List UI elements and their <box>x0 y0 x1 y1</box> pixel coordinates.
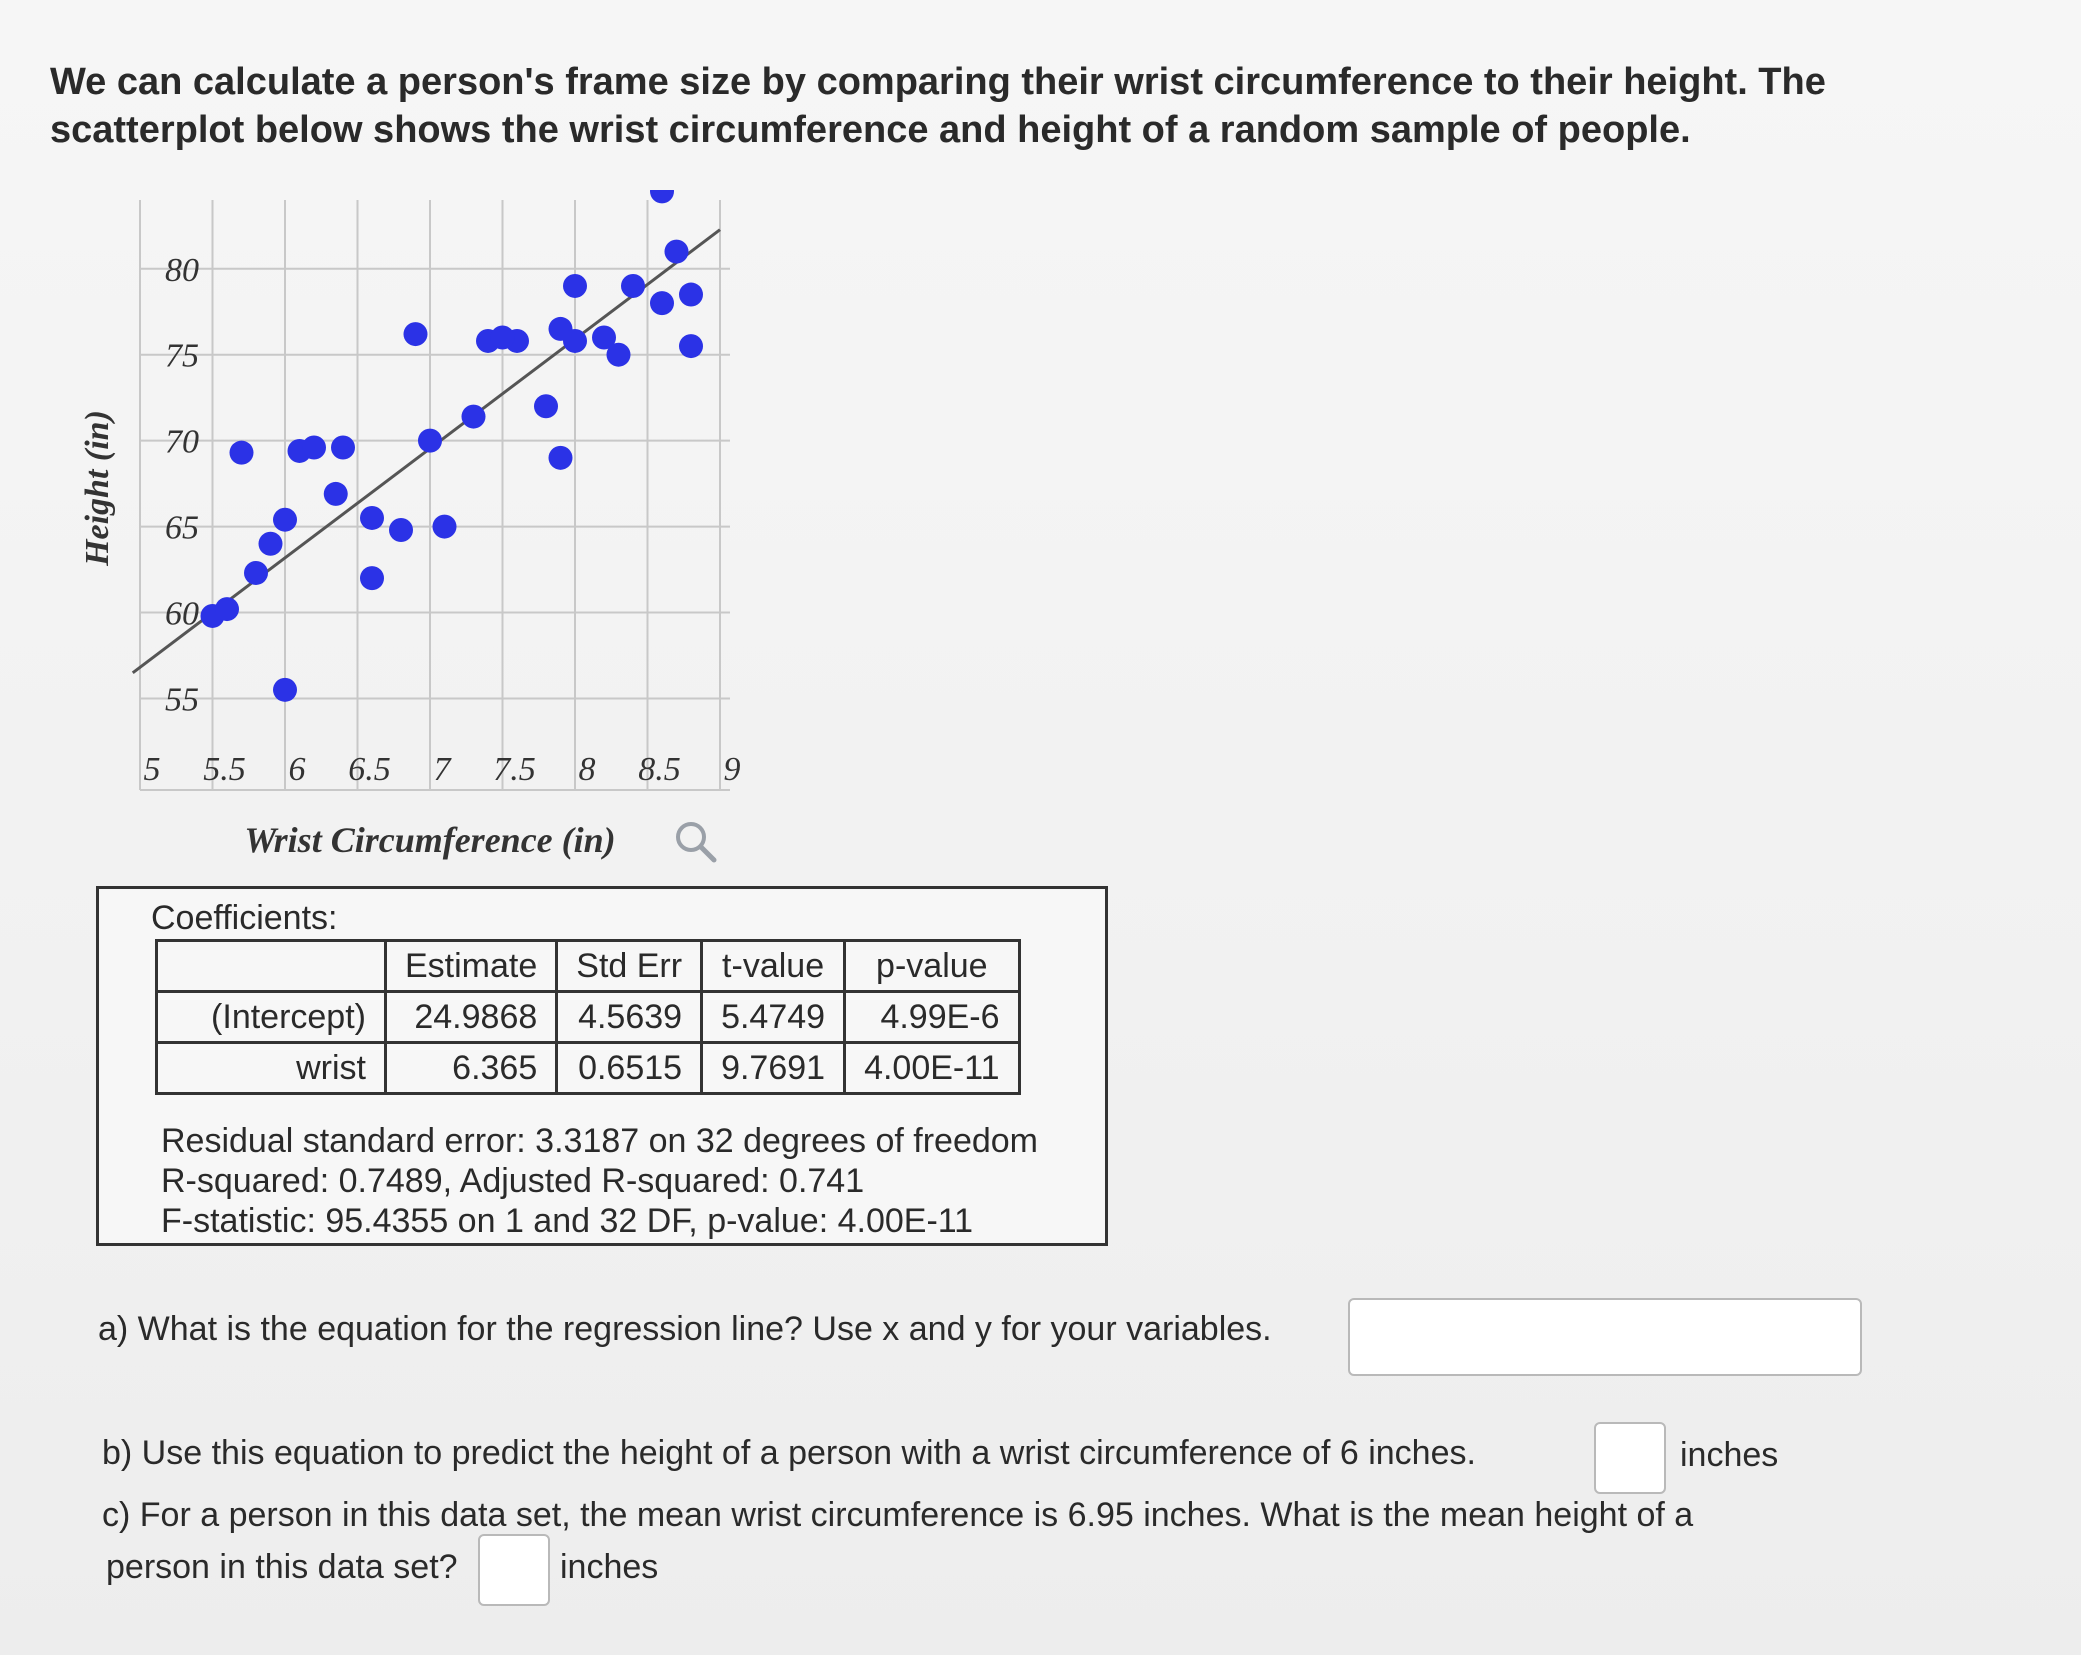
answer-c-unit: inches <box>560 1548 659 1586</box>
data-point <box>665 240 689 264</box>
data-point <box>679 334 703 358</box>
magnifier-icon[interactable] <box>672 818 720 866</box>
table-header-row <box>157 941 1020 992</box>
table-cell: 9.7691 <box>702 1043 845 1094</box>
y-axis-label: Height (in) <box>79 410 116 566</box>
data-point <box>549 446 573 470</box>
data-point <box>331 436 355 460</box>
answer-b-input[interactable] <box>1594 1422 1666 1494</box>
data-point <box>273 678 297 702</box>
model-statistics <box>161 1121 1038 1241</box>
header-cell: p-value <box>845 941 1019 992</box>
data-point <box>650 190 674 203</box>
data-point <box>389 518 413 542</box>
x-tick-label: 9 <box>723 751 740 788</box>
y-tick-label: 55 <box>165 681 199 719</box>
table-cell: 4.00E-11 <box>845 1043 1019 1094</box>
x-tick-label: 5 <box>143 751 161 788</box>
table-cell: 0.6515 <box>557 1043 702 1094</box>
data-point <box>679 283 703 307</box>
table-cell: 5.4749 <box>702 992 845 1043</box>
row-label: (Intercept) <box>157 992 386 1043</box>
r-squared-line: R-squared: 0.7489, Adjusted R-squared: 0.741 <box>161 1162 865 1200</box>
residual-se-line: Residual standard error: 3.3187 on 32 degrees of freedom <box>161 1122 1038 1160</box>
coefficients-title: Coefficients: <box>151 899 338 937</box>
data-point <box>360 566 384 590</box>
table-cell: 24.9868 <box>386 992 557 1043</box>
f-statistic-line: F-statistic: 95.4355 on 1 and 32 DF, p-value: 4.00E-11 <box>161 1202 974 1240</box>
question-b: b) Use this equation to predict the height of a person with a wrist circumference of 6 inches. <box>102 1434 1476 1472</box>
regression-output <box>96 886 1108 1246</box>
y-tick-label: 60 <box>165 595 199 633</box>
intro-text: We can calculate a person's frame size by comparing their wrist circumference to their height. The scatterplot below shows the wrist circumference and height of a random sample of people. <box>50 61 1826 151</box>
x-tick-label: 8.5 <box>638 751 681 788</box>
y-tick-label: 70 <box>165 423 199 461</box>
header-cell <box>157 941 386 992</box>
row-label: wrist <box>157 1043 386 1094</box>
data-point <box>230 441 254 465</box>
data-point <box>259 532 283 556</box>
data-point <box>404 322 428 346</box>
data-point <box>621 274 645 298</box>
answer-b-unit: inches <box>1680 1436 1779 1474</box>
data-point <box>563 274 587 298</box>
header-cell: Estimate <box>386 941 557 992</box>
x-tick-label: 6 <box>288 751 306 788</box>
x-tick-label: 5.5 <box>203 751 246 788</box>
x-tick-label: 7.5 <box>493 751 536 788</box>
y-tick-labels <box>165 252 199 719</box>
data-point <box>462 405 486 429</box>
y-tick-label: 80 <box>165 251 199 289</box>
x-axis-label: Wrist Circumference (in) <box>244 820 616 860</box>
x-tick-label: 7 <box>433 751 451 788</box>
y-tick-label: 65 <box>165 509 199 547</box>
table-cell: 4.5639 <box>557 992 702 1043</box>
answer-c-input[interactable] <box>478 1534 550 1606</box>
data-point <box>534 394 558 418</box>
data-point <box>215 597 239 621</box>
data-point <box>607 343 631 367</box>
answer-a-input[interactable] <box>1348 1298 1862 1376</box>
x-tick-label: 8 <box>578 751 596 788</box>
data-points <box>201 190 704 702</box>
data-point <box>563 329 587 353</box>
data-point <box>360 506 384 530</box>
data-point <box>491 326 515 350</box>
data-point <box>324 482 348 506</box>
data-point <box>418 429 442 453</box>
question-a: a) What is the equation for the regression line? Use x and y for your variables. <box>98 1310 1272 1348</box>
x-tick-labels <box>144 751 741 788</box>
table-cell: 4.99E-6 <box>845 992 1019 1043</box>
y-tick-label: 75 <box>165 337 199 375</box>
table-cell: 6.365 <box>386 1043 557 1094</box>
header-cell: t-value <box>702 941 845 992</box>
scatterplot <box>60 190 740 870</box>
data-point <box>302 436 326 460</box>
x-tick-label: 6.5 <box>348 751 391 788</box>
question-c: c) For a person in this data set, the mean wrist circumference is 6.95 inches. What is the mean height of a <box>102 1496 1694 1534</box>
data-point <box>244 561 268 585</box>
data-point <box>650 291 674 315</box>
data-point <box>273 508 297 532</box>
coefficients-table <box>155 939 1021 1095</box>
header-cell: Std Err <box>557 941 702 992</box>
data-point <box>433 515 457 539</box>
table-row <box>157 1043 1020 1094</box>
question-c-continued: person in this data set? <box>106 1548 458 1586</box>
table-row <box>157 992 1020 1043</box>
